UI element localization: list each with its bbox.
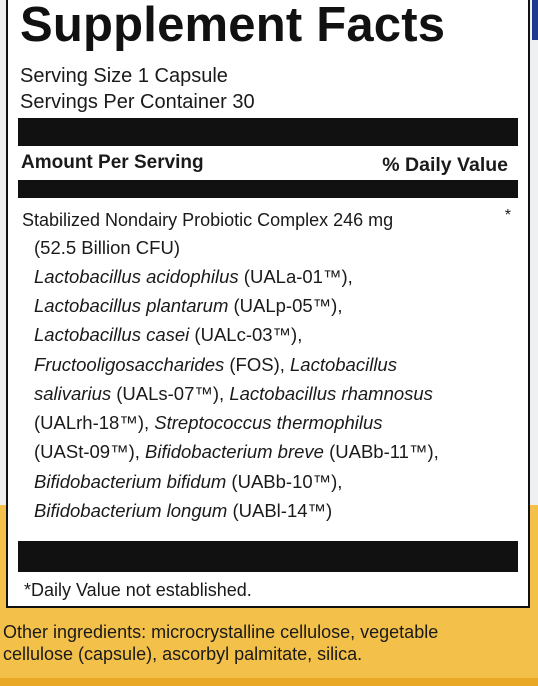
strain-line	[34, 440, 439, 464]
supplement-facts-panel	[6, 0, 530, 608]
strain-name: Bifidobacterium longum	[34, 500, 228, 521]
blue-accent-edge	[532, 0, 538, 40]
strain-code: (UABb-10™),	[226, 471, 343, 492]
strain-name: Lactobacillus rhamnosus	[229, 383, 433, 404]
background-orange-strip	[0, 678, 538, 686]
thick-rule-bottom	[18, 541, 518, 572]
strain-name: Bifidobacterium bifidum	[34, 471, 227, 492]
strain-code: (UALp-05™),	[228, 295, 343, 316]
strain-line	[34, 411, 383, 435]
strain-code: (UALa-01™),	[238, 266, 353, 287]
strain-line	[34, 294, 342, 318]
strain-line	[34, 353, 397, 377]
strain-code: (UALrh-18™),	[34, 412, 155, 433]
serving-size: Serving Size 1 Capsule	[20, 65, 228, 87]
servings-per-container: Servings Per Container 30	[20, 91, 255, 113]
strain-code: (UALc-03™),	[189, 324, 303, 345]
strain-line	[34, 499, 332, 523]
daily-value-footnote: *Daily Value not established.	[24, 580, 252, 600]
amount-per-serving-header: Amount Per Serving	[21, 152, 204, 173]
strain-code: (UASt-09™),	[34, 441, 146, 462]
cfu-count: (52.5 Billion CFU)	[34, 237, 180, 258]
ingredient-name: Stabilized Nondairy Probiotic Complex 246 mg	[22, 210, 394, 230]
thick-rule-top	[18, 118, 518, 146]
medium-rule	[18, 180, 518, 198]
other-ingredients-line-1: Other ingredients: microcrystalline cellulose, vegetable	[3, 622, 439, 642]
strain-code: (FOS),	[224, 354, 291, 375]
ingredient-daily-value: *	[504, 207, 511, 224]
strain-line	[34, 470, 342, 494]
strain-code: (UALs-07™),	[111, 383, 230, 404]
daily-value-header: % Daily Value	[382, 154, 508, 176]
strain-code: (UABl-14™)	[227, 500, 333, 521]
strain-line	[34, 382, 433, 406]
strain-code: (UABb-11™),	[323, 441, 439, 462]
strain-name: Lactobacillus casei	[34, 324, 190, 345]
cfu-line	[34, 236, 180, 260]
panel-title: Supplement Facts	[20, 0, 446, 52]
strain-name: Lactobacillus	[290, 354, 397, 375]
strain-line	[34, 323, 302, 347]
strain-name: Bifidobacterium breve	[145, 441, 324, 462]
strain-name: Lactobacillus plantarum	[34, 295, 229, 316]
strain-line	[34, 265, 353, 289]
strain-name: salivarius	[34, 383, 112, 404]
strain-name: Lactobacillus acidophilus	[34, 266, 239, 287]
strain-name: Fructooligosaccharides	[34, 354, 225, 375]
other-ingredients-line-2: cellulose (capsule), ascorbyl palmitate, silica.	[3, 644, 363, 664]
strain-name: Streptococcus thermophilus	[154, 412, 383, 433]
